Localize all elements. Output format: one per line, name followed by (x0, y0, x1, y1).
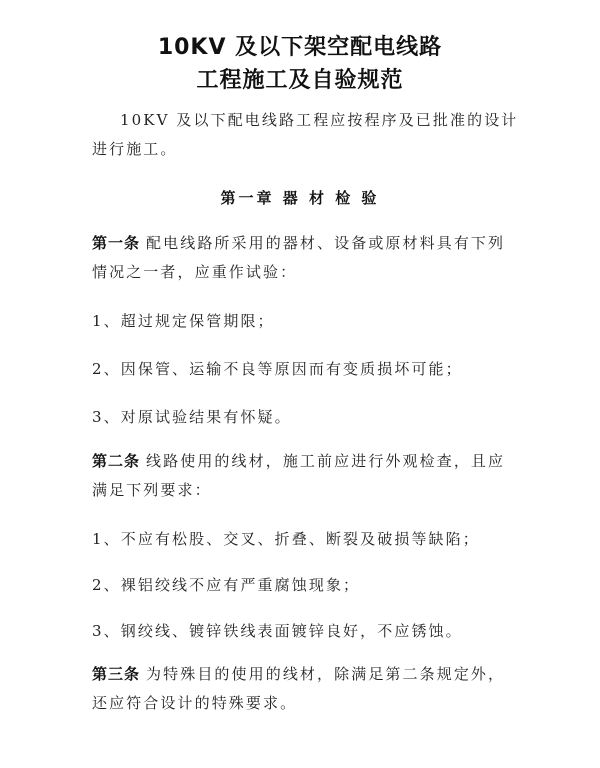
article-2-item-3: 3、钢绞线、镀锌铁线表面镀锌良好，不应锈蚀。 (92, 622, 463, 640)
article-3-text: 为特殊目的使用的线材，除满足第二条规定外，还应符合设计的特殊要求。 (92, 665, 506, 712)
article-2-item-2: 2、裸铝绞线不应有严重腐蚀现象； (92, 576, 361, 594)
article-3-label: 第三条 (92, 665, 141, 683)
article-2 (92, 447, 522, 505)
article-1 (92, 229, 522, 287)
article-2-item-1: 1、不应有松股、交叉、折叠、断裂及破损等缺陷； (92, 530, 480, 548)
document-title-line-1: 10KV 及以下架空配电线路 (157, 35, 443, 60)
intro-paragraph: 10KV 及以下配电线路工程应按程序及已批准的设计进行施工。 (92, 111, 519, 158)
article-1-text: 配电线路所采用的器材、设备或原材料具有下列情况之一者，应重作试验： (92, 234, 506, 281)
article-2-label: 第二条 (92, 452, 141, 470)
article-3 (92, 660, 522, 718)
article-1-label: 第一条 (92, 234, 141, 252)
chapter-heading: 第一章 器 材 检 验 (220, 189, 380, 207)
document-title-line-2: 工程施工及自验规范 (196, 68, 404, 93)
article-1-item-3: 3、对原试验结果有怀疑。 (92, 408, 292, 426)
article-1-item-1: 1、超过规定保管期限； (92, 312, 275, 330)
article-2-text: 线路使用的线材，施工前应进行外观检查，且应满足下列要求： (92, 452, 506, 499)
article-1-item-2: 2、因保管、运输不良等原因而有变质损坏可能； (92, 360, 463, 378)
